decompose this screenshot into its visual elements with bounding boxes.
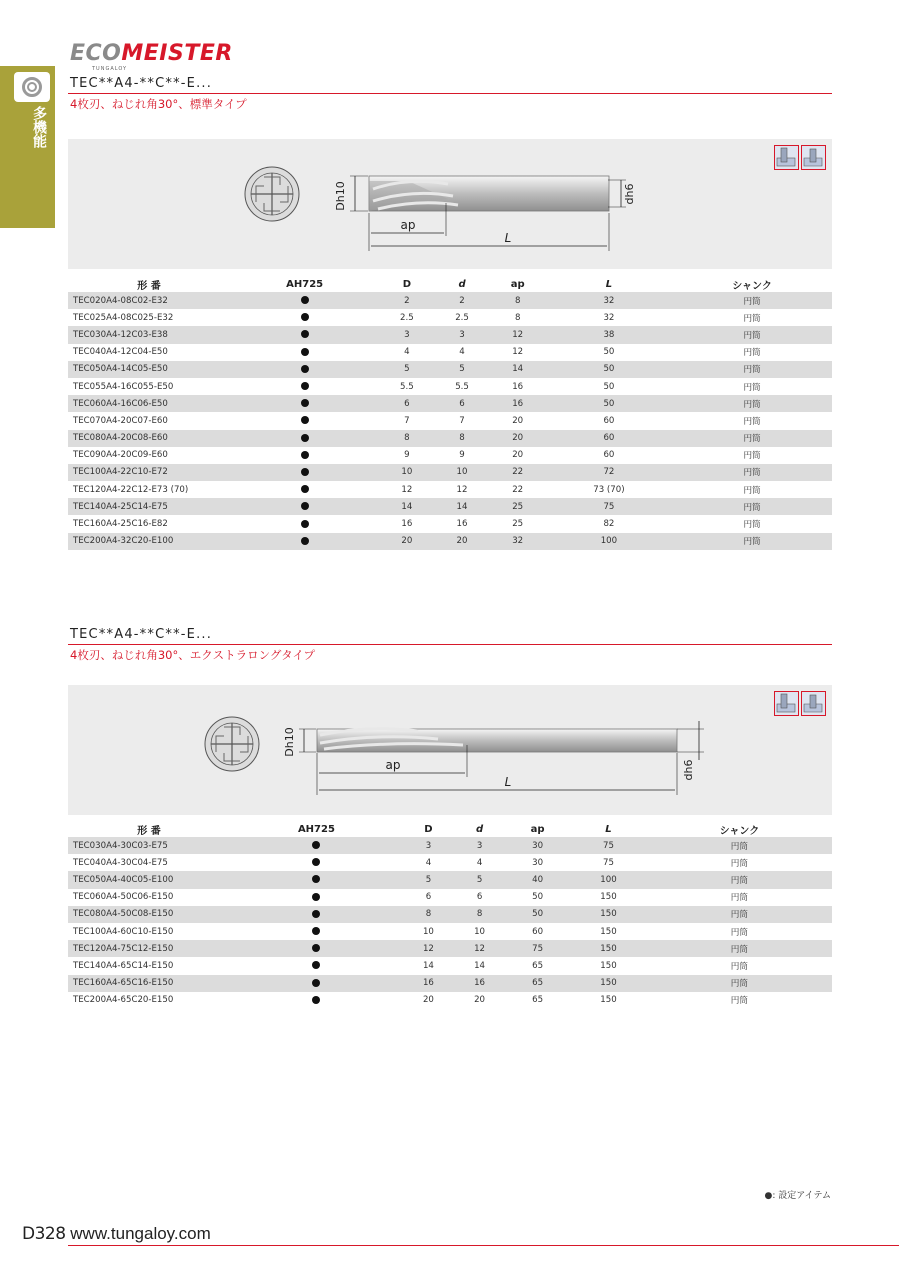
L-cell: 75 <box>570 837 647 854</box>
section2-drawing-panel <box>68 685 832 815</box>
table-header-row <box>68 822 832 837</box>
ap-cell: 22 <box>490 464 546 481</box>
model-cell: TEC070A4-20C07-E60 <box>73 415 168 426</box>
col-L: L <box>605 824 612 835</box>
side-tab <box>0 66 55 228</box>
side-tab-label: 多機能 <box>31 106 47 148</box>
grade-cell <box>230 498 379 515</box>
ap-cell: 25 <box>490 498 546 515</box>
grade-cell <box>230 378 379 395</box>
section2-table <box>68 822 832 1009</box>
availability-dot-icon <box>301 330 309 338</box>
footnote-text: : 設定アイテム <box>772 1191 831 1201</box>
section1-rule <box>68 93 832 94</box>
dh10-label: Dh10 <box>334 181 347 211</box>
model-cell: TEC020A4-08C02-E32 <box>68 292 230 309</box>
D-cell: 8 <box>379 430 434 447</box>
shank-cell: 円筒 <box>672 292 832 309</box>
ap-cell: 8 <box>514 312 521 323</box>
end-view-icon <box>205 717 259 771</box>
page-footer <box>22 1224 211 1244</box>
availability-dot-icon <box>312 996 320 1004</box>
D-cell: 10 <box>422 926 434 937</box>
table-row <box>68 292 832 309</box>
L-cell: 150 <box>570 906 647 923</box>
d-cell: 2 <box>434 292 489 309</box>
grade-cell <box>230 923 403 940</box>
D-cell: 14 <box>422 960 434 971</box>
table-row <box>68 992 832 1009</box>
D-cell: 12 <box>401 484 413 495</box>
availability-dot-icon <box>301 365 309 373</box>
availability-dot-icon <box>301 537 309 545</box>
D-cell: 12 <box>403 940 454 957</box>
grade-cell <box>230 515 379 532</box>
model-cell: TEC050A4-40C05-E100 <box>68 871 230 888</box>
footer-rule <box>68 1245 899 1246</box>
model-cell: TEC120A4-22C12-E73 (70) <box>73 484 189 495</box>
d-cell: 5.5 <box>455 381 469 392</box>
dh6-label: dh6 <box>682 759 695 781</box>
grade-cell <box>230 430 379 447</box>
col-ap: ap <box>530 824 545 835</box>
table-row <box>68 940 832 957</box>
ap-cell: 20 <box>512 450 524 461</box>
ap-cell: 65 <box>532 995 544 1006</box>
table-row <box>68 412 832 429</box>
grade-cell <box>230 447 379 464</box>
d-cell: 4 <box>459 347 465 358</box>
model-cell: TEC100A4-22C10-E72 <box>68 464 230 481</box>
d-cell: 20 <box>474 995 486 1006</box>
extra-long-end-mill-drawing <box>68 685 832 815</box>
availability-dot-icon <box>301 399 309 407</box>
table-row <box>68 975 832 992</box>
col-ap: ap <box>510 279 525 290</box>
dh10-label: Dh10 <box>283 727 296 757</box>
col-grade: AH725 <box>297 824 335 835</box>
model-cell: TEC090A4-20C09-E60 <box>73 450 168 461</box>
col-model: 形 番 <box>137 826 161 837</box>
model-cell: TEC100A4-60C10-E150 <box>73 926 174 937</box>
grade-cell <box>230 326 379 343</box>
L-cell: 50 <box>603 381 615 392</box>
grade-cell <box>230 871 403 888</box>
d-cell: 10 <box>474 926 486 937</box>
model-cell: TEC060A4-50C06-E150 <box>73 892 174 903</box>
d-cell: 3 <box>434 326 489 343</box>
shank-cell: 円筒 <box>672 430 832 447</box>
D-cell: 8 <box>403 906 454 923</box>
section2-title: TEC**A4-**C**-E... <box>70 627 213 642</box>
table-row <box>68 923 832 940</box>
availability-dot-icon <box>301 451 309 459</box>
ap-cell: 40 <box>505 871 570 888</box>
model-cell: TEC200A4-65C20-E150 <box>73 995 174 1006</box>
D-cell: 20 <box>379 533 434 550</box>
availability-dot-icon <box>301 416 309 424</box>
table-row <box>68 361 832 378</box>
footnote-mark: ● <box>764 1191 773 1201</box>
D-cell: 10 <box>379 464 434 481</box>
D-cell: 14 <box>379 498 434 515</box>
d-cell: 16 <box>456 519 468 530</box>
availability-dot-icon <box>312 944 320 952</box>
availability-dot-icon <box>301 520 309 528</box>
D-cell: 16 <box>403 975 454 992</box>
model-cell: TEC055A4-16C055-E50 <box>73 381 174 392</box>
grade-cell <box>230 940 403 957</box>
table-row <box>68 837 832 854</box>
ap-cell: 16 <box>490 395 546 412</box>
L-cell: 75 <box>546 498 672 515</box>
availability-dot-icon <box>301 485 309 493</box>
shank-cell: 円筒 <box>743 348 761 359</box>
col-D: D <box>402 279 411 290</box>
D-cell: 16 <box>401 519 413 530</box>
L-cell: 60 <box>603 450 615 461</box>
D-cell: 5 <box>379 361 434 378</box>
website-link[interactable]: www.tungaloy.com <box>70 1224 211 1243</box>
col-D: D <box>424 824 433 835</box>
table-row <box>68 447 832 464</box>
grade-cell <box>230 992 403 1009</box>
model-cell: TEC140A4-25C14-E75 <box>68 498 230 515</box>
dh6-label: dh6 <box>623 183 636 205</box>
grade-cell <box>230 889 403 906</box>
model-cell: TEC160A4-25C16-E82 <box>73 519 168 530</box>
availability-dot-icon <box>301 434 309 442</box>
d-cell: 5 <box>434 361 489 378</box>
section1-title: TEC**A4-**C**-E... <box>70 76 213 91</box>
d-cell: 6 <box>476 892 483 903</box>
shank-cell: 円筒 <box>672 464 832 481</box>
availability-dot-icon <box>312 841 320 849</box>
availability-dot-icon <box>312 979 320 987</box>
ap-cell: 65 <box>532 960 544 971</box>
table-row <box>68 957 832 974</box>
model-cell: TEC050A4-14C05-E50 <box>68 361 230 378</box>
L-cell: 150 <box>570 975 647 992</box>
shank-cell: 円筒 <box>730 996 748 1007</box>
table-row <box>68 378 832 395</box>
section1-drawing-panel <box>68 139 832 269</box>
L-cell: 50 <box>546 361 672 378</box>
D-cell: 2.5 <box>400 312 414 323</box>
grade-cell <box>230 906 403 923</box>
L-cell: 150 <box>570 940 647 957</box>
d-cell: 12 <box>454 940 505 957</box>
footnote <box>765 1188 832 1201</box>
shank-cell: 円筒 <box>672 361 832 378</box>
col-shank: シャンク <box>732 281 772 292</box>
D-cell: 6 <box>425 892 432 903</box>
L-cell: 150 <box>600 960 617 971</box>
availability-dot-icon <box>312 875 320 883</box>
D-cell: 2 <box>379 292 434 309</box>
L-label: L <box>504 775 512 789</box>
ap-cell: 16 <box>512 381 524 392</box>
ap-cell: 20 <box>512 415 524 426</box>
availability-dot-icon <box>301 313 309 321</box>
ap-cell: 32 <box>490 533 546 550</box>
ap-cell: 30 <box>505 837 570 854</box>
page-number: D328 <box>22 1224 66 1244</box>
shank-cell: 円筒 <box>743 416 761 427</box>
logo-meister: MEISTER <box>121 41 233 66</box>
L-cell: 100 <box>570 871 647 888</box>
availability-dot-icon <box>301 296 309 304</box>
grade-cell <box>230 395 379 412</box>
d-cell: 5 <box>454 871 505 888</box>
d-cell: 3 <box>454 837 505 854</box>
L-cell: 100 <box>546 533 672 550</box>
model-cell: TEC040A4-12C04-E50 <box>73 347 168 358</box>
logo-eco: ECO <box>70 41 122 66</box>
d-cell: 14 <box>474 960 486 971</box>
col-grade: AH725 <box>286 279 324 290</box>
availability-dot-icon <box>312 927 320 935</box>
D-cell: 4 <box>425 857 432 868</box>
ap-cell: 50 <box>505 906 570 923</box>
grade-cell <box>230 361 379 378</box>
shank-cell: 円筒 <box>672 533 832 550</box>
table-row <box>68 906 832 923</box>
model-cell: TEC060A4-16C06-E50 <box>68 395 230 412</box>
table-row <box>68 464 832 481</box>
model-cell: TEC040A4-30C04-E75 <box>73 857 168 868</box>
availability-dot-icon <box>301 382 309 390</box>
L-label: L <box>504 231 512 245</box>
d-cell: 12 <box>456 484 468 495</box>
availability-dot-icon <box>312 910 320 918</box>
L-cell: 32 <box>603 312 615 323</box>
grade-cell <box>230 481 379 498</box>
d-cell: 6 <box>434 395 489 412</box>
model-cell: TEC025A4-08C025-E32 <box>73 312 174 323</box>
table-row <box>68 430 832 447</box>
shank-cell: 円筒 <box>743 313 761 324</box>
logo-subtext: TUNGALOY <box>92 66 128 72</box>
shank-cell: 円筒 <box>743 485 761 496</box>
D-cell: 3 <box>379 326 434 343</box>
L-cell: 32 <box>546 292 672 309</box>
ap-cell: 25 <box>512 519 524 530</box>
d-cell: 9 <box>459 450 465 461</box>
grade-cell <box>230 292 379 309</box>
shank-cell: 円筒 <box>730 893 748 904</box>
table-row <box>68 889 832 906</box>
table-row <box>68 481 832 498</box>
ap-cell: 14 <box>490 361 546 378</box>
grade-cell <box>230 837 403 854</box>
multifunction-tool-icon <box>14 72 50 102</box>
d-cell: 4 <box>476 857 483 868</box>
end-view-icon <box>245 167 299 221</box>
L-cell: 72 <box>546 464 672 481</box>
D-cell: 20 <box>422 995 434 1006</box>
shank-cell: 円筒 <box>730 927 748 938</box>
d-cell: 10 <box>434 464 489 481</box>
d-cell: 8 <box>434 430 489 447</box>
ap-cell: 12 <box>490 326 546 343</box>
L-cell: 50 <box>546 395 672 412</box>
table-header-row <box>68 277 832 292</box>
ap-cell: 22 <box>512 484 524 495</box>
table-row <box>68 515 832 532</box>
grade-cell <box>230 854 403 871</box>
grade-cell <box>230 957 403 974</box>
shank-cell: 円筒 <box>743 451 761 462</box>
end-mill-drawing <box>68 139 832 269</box>
shank-cell: 円筒 <box>647 940 832 957</box>
ap-label: ap <box>385 758 401 772</box>
model-cell: TEC080A4-20C08-E60 <box>68 430 230 447</box>
availability-dot-icon <box>301 348 309 356</box>
D-cell: 5 <box>403 871 454 888</box>
ap-cell: 30 <box>532 857 544 868</box>
d-cell: 16 <box>454 975 505 992</box>
L-cell: 73 (70) <box>593 484 625 495</box>
ap-cell: 75 <box>505 940 570 957</box>
ap-cell: 8 <box>490 292 546 309</box>
grade-cell <box>230 412 379 429</box>
shank-cell: 円筒 <box>672 498 832 515</box>
model-cell: TEC140A4-65C14-E150 <box>73 960 174 971</box>
table-row <box>68 309 832 326</box>
grade-cell <box>230 464 379 481</box>
table-row <box>68 326 832 343</box>
shank-cell: 円筒 <box>730 858 748 869</box>
shank-cell: 円筒 <box>647 837 832 854</box>
shank-cell: 円筒 <box>730 961 748 972</box>
col-shank: シャンク <box>719 826 760 837</box>
availability-dot-icon <box>312 961 320 969</box>
shank-cell: 円筒 <box>743 520 761 531</box>
ap-cell: 20 <box>490 430 546 447</box>
table-row <box>68 533 832 550</box>
shank-cell: 円筒 <box>672 395 832 412</box>
grade-cell <box>230 309 379 326</box>
section1-table-body <box>68 292 832 550</box>
section1-table <box>68 277 832 550</box>
D-cell: 5.5 <box>400 381 414 392</box>
ap-label: ap <box>400 218 416 232</box>
availability-dot-icon <box>301 468 309 476</box>
model-cell: TEC030A4-30C03-E75 <box>68 837 230 854</box>
L-cell: 60 <box>546 430 672 447</box>
table-row <box>68 344 832 361</box>
model-cell: TEC160A4-65C16-E150 <box>68 975 230 992</box>
col-d: d <box>475 824 484 835</box>
availability-dot-icon <box>312 858 320 866</box>
table-row <box>68 498 832 515</box>
grade-cell <box>230 533 379 550</box>
ap-cell: 60 <box>532 926 544 937</box>
table-row <box>68 395 832 412</box>
ap-cell: 50 <box>532 892 544 903</box>
col-L: L <box>605 279 613 290</box>
availability-dot-icon <box>312 893 320 901</box>
col-model: 形 番 <box>137 281 161 292</box>
d-cell: 20 <box>434 533 489 550</box>
L-cell: 150 <box>600 892 617 903</box>
L-cell: 50 <box>603 347 615 358</box>
col-d: d <box>458 279 466 290</box>
shank-cell: 円筒 <box>743 382 761 393</box>
table-row <box>68 871 832 888</box>
shank-cell: 円筒 <box>647 975 832 992</box>
section1-subtitle: 4枚刃、ねじれ角30°、標準タイプ <box>70 97 247 111</box>
shank-cell: 円筒 <box>672 326 832 343</box>
d-cell: 8 <box>454 906 505 923</box>
grade-cell <box>230 344 379 361</box>
section2-table-body <box>68 837 832 1009</box>
section2-subtitle: 4枚刃、ねじれ角30°、エクストラロングタイプ <box>70 648 316 662</box>
ap-cell: 12 <box>512 347 524 358</box>
L-cell: 75 <box>603 857 614 868</box>
model-cell: TEC080A4-50C08-E150 <box>68 906 230 923</box>
D-cell: 4 <box>404 347 410 358</box>
availability-dot-icon <box>301 502 309 510</box>
grade-cell <box>230 975 403 992</box>
L-cell: 150 <box>600 995 617 1006</box>
D-cell: 6 <box>379 395 434 412</box>
model-cell: TEC200A4-32C20-E100 <box>68 533 230 550</box>
L-cell: 38 <box>546 326 672 343</box>
L-cell: 60 <box>603 415 615 426</box>
L-cell: 150 <box>600 926 617 937</box>
D-cell: 7 <box>404 415 410 426</box>
L-cell: 82 <box>603 519 615 530</box>
ap-cell: 65 <box>505 975 570 992</box>
table-row <box>68 854 832 871</box>
d-cell: 7 <box>459 415 465 426</box>
shank-cell: 円筒 <box>647 906 832 923</box>
section2-rule <box>68 644 832 645</box>
shank-cell: 円筒 <box>647 871 832 888</box>
D-cell: 9 <box>404 450 410 461</box>
model-cell: TEC030A4-12C03-E38 <box>68 326 230 343</box>
d-cell: 2.5 <box>455 312 469 323</box>
d-cell: 14 <box>434 498 489 515</box>
model-cell: TEC120A4-75C12-E150 <box>68 940 230 957</box>
D-cell: 3 <box>403 837 454 854</box>
